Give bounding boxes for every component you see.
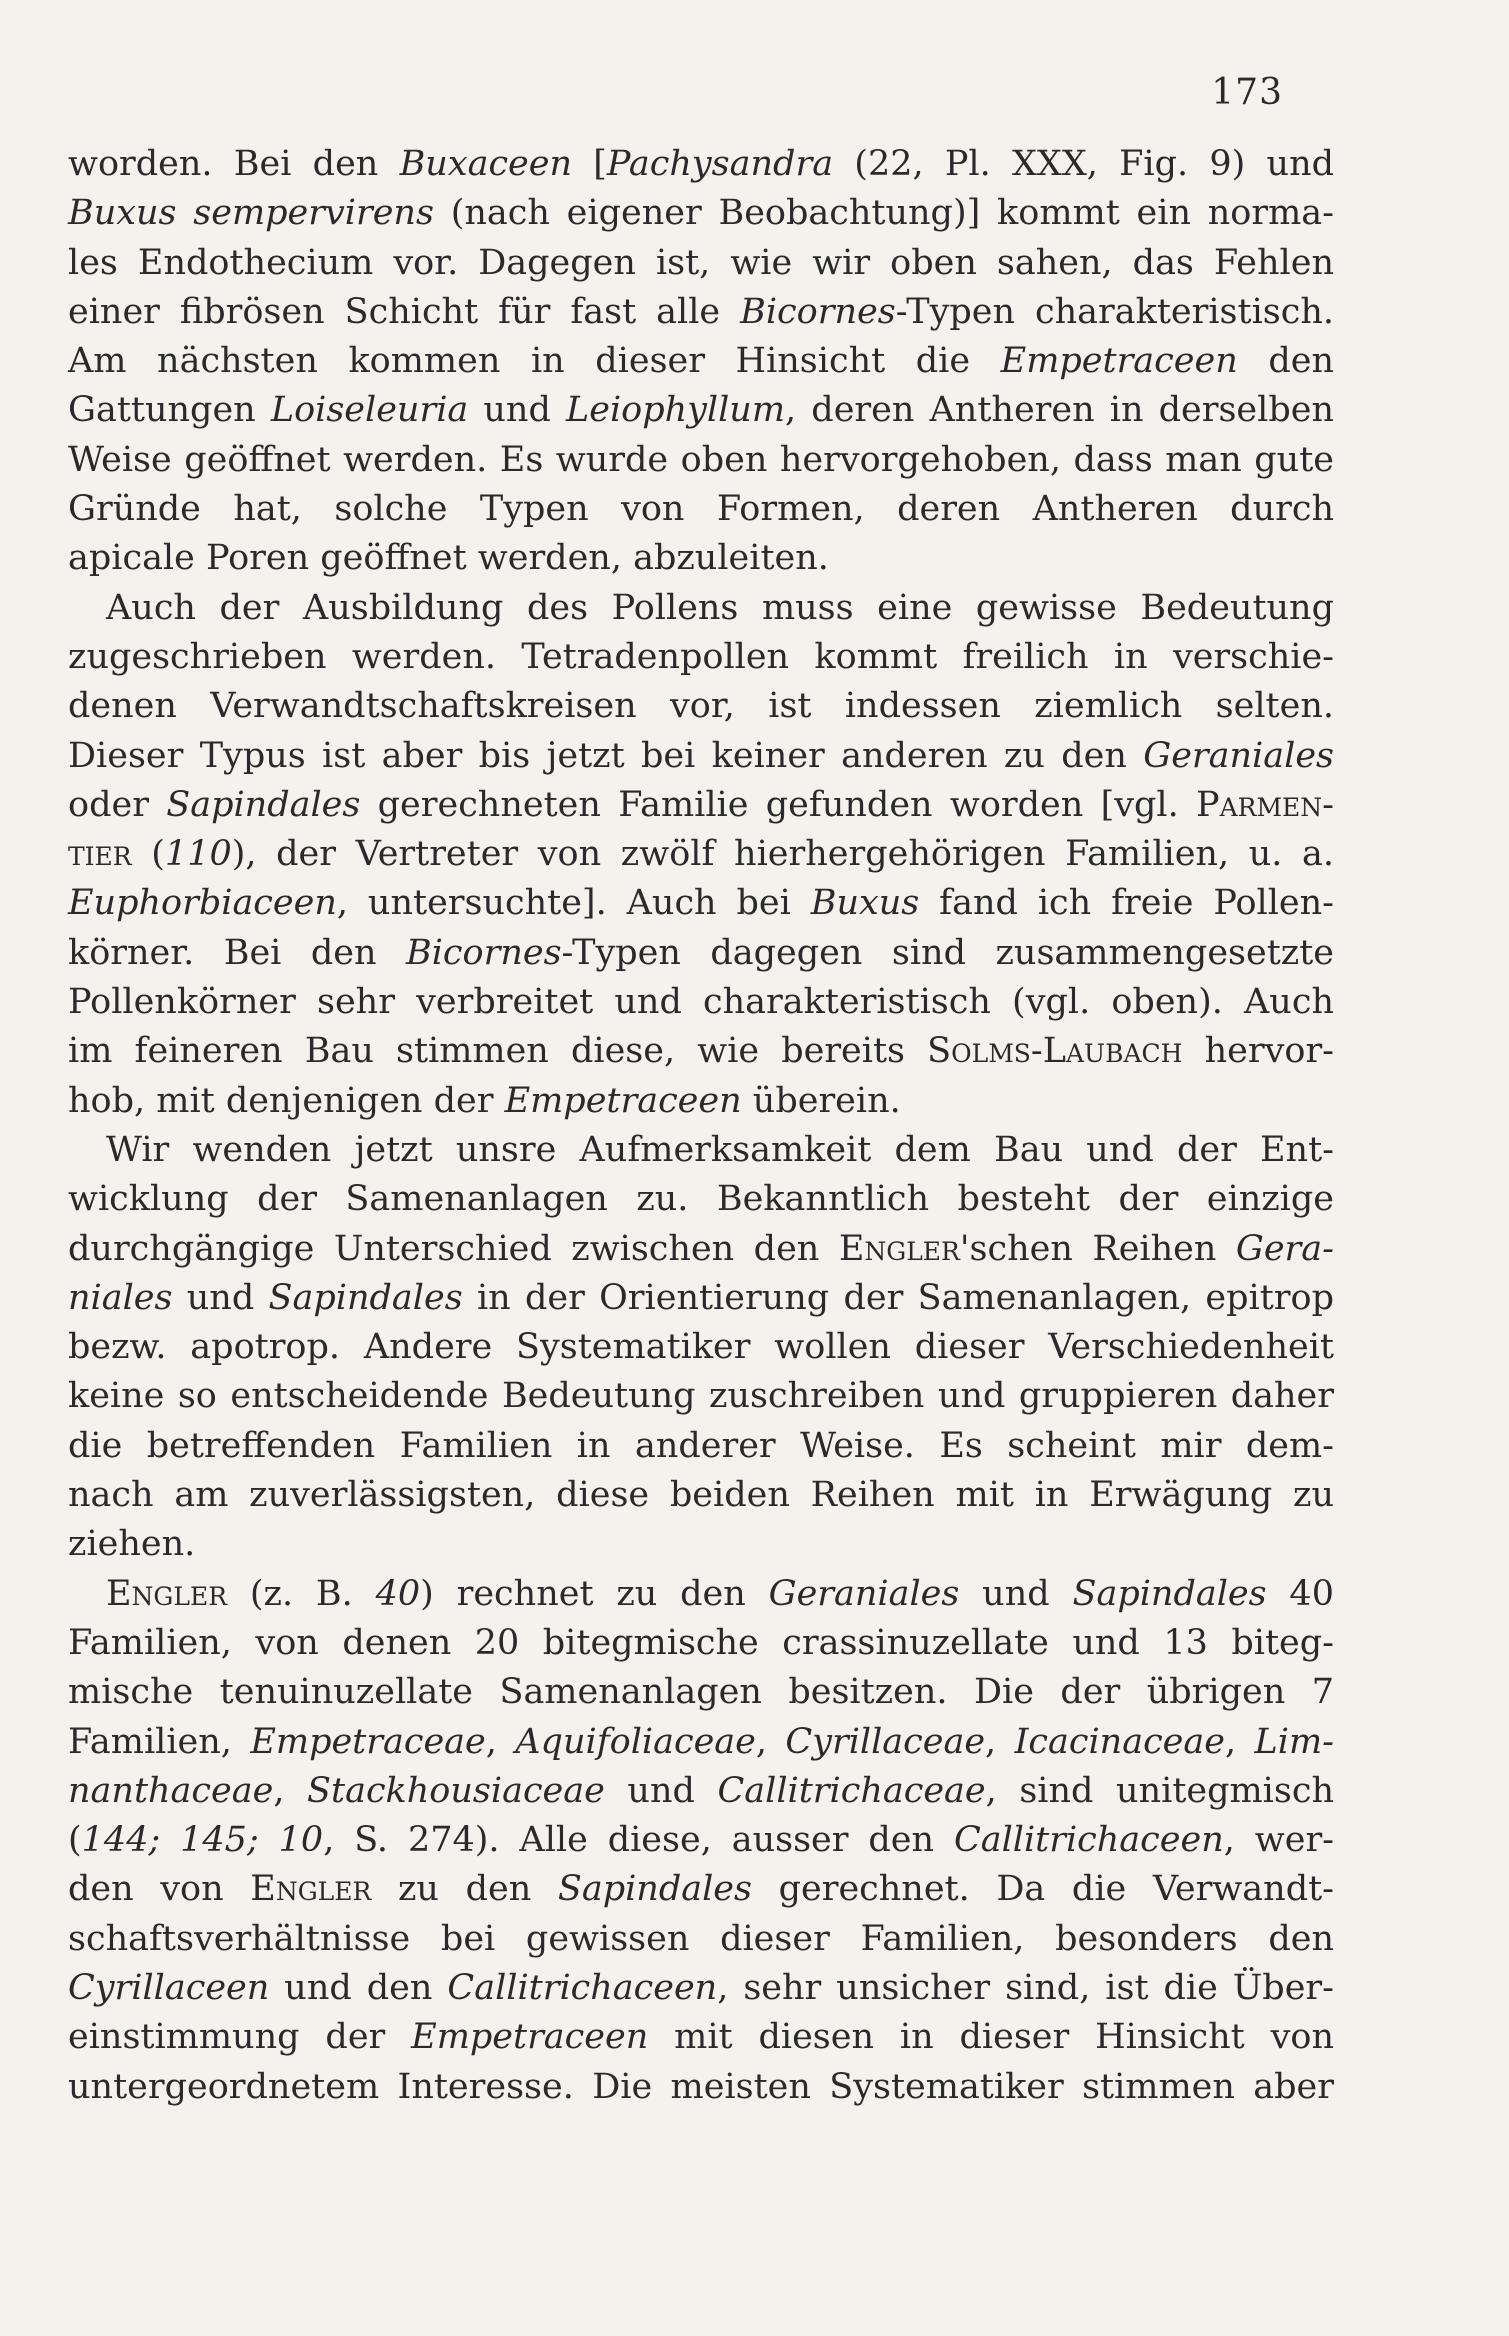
text-line: Gründe hat, solche Typen von Formen, deren Antheren durch bbox=[68, 489, 1334, 530]
text-line: Familien, Empetraceae, Aquifoliaceae, Cyrillaceae, Icacinaceae, Lim- bbox=[68, 1721, 1334, 1762]
text-line: körner. Bei den Bicornes-Typen dagegen sind zusammengesetzte bbox=[68, 932, 1334, 973]
text-line: keine so entscheidende Bedeutung zuschreiben und gruppieren daher bbox=[68, 1376, 1334, 1417]
text-line: den von Engler zu den Sapindales gerechnet. Da die Verwandt- bbox=[68, 1869, 1335, 1910]
text-line: Dieser Typus ist aber bis jetzt bei keiner anderen zu den Geraniales bbox=[68, 735, 1334, 776]
text-line: Am nächsten kommen in dieser Hinsicht die Empetraceen den bbox=[68, 341, 1334, 382]
text-line: die betreffenden Familien in anderer Weise. Es scheint mir dem- bbox=[68, 1425, 1334, 1466]
text-line: Gattungen Loiseleuria und Leiophyllum, deren Antheren in derselben bbox=[68, 390, 1334, 431]
text-line: apicale Poren geöffnet werden, abzuleiten. bbox=[68, 538, 829, 579]
text-line: niales und Sapindales in der Orientierung der Samenanlagen, epitrop bbox=[68, 1277, 1334, 1318]
text-line: nanthaceae, Stackhousiaceae und Callitrichaceae, sind unitegmisch bbox=[68, 1770, 1334, 1811]
text-line: Euphorbiaceen, untersuchte]. Auch bei Buxus fand ich freie Pollen- bbox=[68, 883, 1334, 924]
text-line: mische tenuinuzellate Samenanlagen besitzen. Die der übrigen 7 bbox=[68, 1672, 1334, 1713]
text-line: Pollenkörner sehr verbreitet und charakteristisch (vgl. oben). Auch bbox=[68, 982, 1334, 1023]
text-line: wicklung der Samenanlagen zu. Bekanntlich besteht der einzige bbox=[68, 1179, 1334, 1220]
text-line: denen Verwandtschaftskreisen vor, ist indessen ziemlich selten. bbox=[68, 686, 1334, 727]
text-line: ziehen. bbox=[68, 1524, 196, 1565]
text-line: im feineren Bau stimmen diese, wie bereits Solms-Laubach hervor- bbox=[68, 1031, 1334, 1072]
text-line: Cyrillaceen und den Callitrichaceen, sehr unsicher sind, ist die Über- bbox=[68, 1967, 1334, 2008]
text-line: zugeschrieben werden. Tetradenpollen kommt freilich in verschie- bbox=[68, 636, 1334, 677]
text-line: (144; 145; 10, S. 274). Alle diese, ausser den Callitrichaceen, wer- bbox=[68, 1820, 1334, 1861]
text-line: Weise geöffnet werden. Es wurde oben hervorgehoben, dass man gute bbox=[68, 439, 1334, 480]
text-line: tier (110), der Vertreter von zwölf hierhergehörigen Familien, u. a. bbox=[68, 834, 1335, 875]
page-number: 173 bbox=[1211, 72, 1283, 113]
text-line: durchgängige Unterschied zwischen den Engler'schen Reihen Gera- bbox=[68, 1228, 1334, 1269]
text-line: Familien, von denen 20 bitegmische crassinuzellate und 13 biteg- bbox=[68, 1622, 1334, 1663]
text-line: einstimmung der Empetraceen mit diesen in dieser Hinsicht von bbox=[68, 2017, 1334, 2058]
body-text bbox=[68, 140, 1334, 2112]
text-line: Wir wenden jetzt unsre Aufmerksamkeit dem Bau und der Ent- bbox=[106, 1129, 1334, 1170]
text-line: hob, mit denjenigen der Empetraceen überein. bbox=[68, 1080, 901, 1121]
text-line: oder Sapindales gerechneten Familie gefunden worden [vgl. Parmen- bbox=[68, 784, 1334, 825]
text-line: Auch der Ausbildung des Pollens muss eine gewisse Bedeutung bbox=[106, 587, 1334, 628]
text-line: nach am zuverlässigsten, diese beiden Reihen mit in Erwägung zu bbox=[68, 1475, 1334, 1516]
text-line: worden. Bei den Buxaceen [Pachysandra (22, Pl. XXX, Fig. 9) und bbox=[68, 144, 1335, 184]
text-line: einer fibrösen Schicht für fast alle Bicornes-Typen charakteristisch. bbox=[68, 291, 1334, 332]
text-line: bezw. apotrop. Andere Systematiker wollen dieser Verschiedenheit bbox=[68, 1327, 1334, 1368]
text-line: Buxus sempervirens (nach eigener Beobachtung)] kommt ein norma- bbox=[68, 193, 1334, 234]
text-line: Engler (z. B. 40) rechnet zu den Geraniales und Sapindales 40 bbox=[106, 1573, 1334, 1614]
text-line: les Endothecium vor. Dagegen ist, wie wir oben sahen, das Fehlen bbox=[68, 242, 1334, 283]
text-line: schaftsverhältnisse bei gewissen dieser Familien, besonders den bbox=[68, 1918, 1334, 1959]
text-line: untergeordnetem Interesse. Die meisten Systematiker stimmen aber bbox=[68, 2066, 1334, 2107]
